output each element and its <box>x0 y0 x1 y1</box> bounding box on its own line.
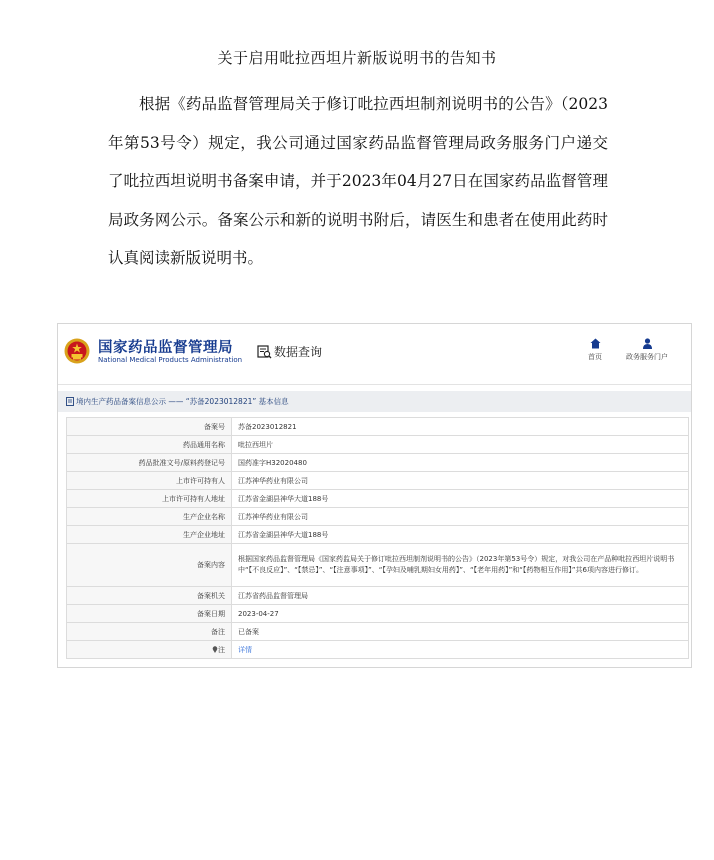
home-icon <box>590 338 601 349</box>
row-label-with-pin <box>67 641 232 659</box>
row-label: 上市许可持有人 <box>67 472 232 490</box>
site-header <box>58 324 691 385</box>
table-row <box>67 526 689 544</box>
row-label: 备案日期 <box>67 605 232 623</box>
user-icon <box>642 338 653 349</box>
row-label: 上市许可持有人地址 <box>67 490 232 508</box>
row-value: 国药准字H32020480 <box>232 454 689 472</box>
breadcrumb <box>58 391 691 412</box>
table-row <box>67 544 689 587</box>
table-row <box>67 587 689 605</box>
nav-home-label: 首页 <box>588 353 602 361</box>
nav-home[interactable] <box>582 338 608 362</box>
data-query-label: 数据查询 <box>274 345 323 359</box>
row-value: 根据国家药品监督管理局《国家药监局关于修订吡拉西坦制剂说明书的公告》（2023年第53号令）规定，对我公司在产品种吡拉西坦片说明书中“【不良反应】”、“【禁忌】”、“【注意事项】”、“【孕妇及哺乳期妇女用药】”、“【老年用药】”和“【药物相互作用】”共6项内容进行修订。 <box>232 544 689 587</box>
record-screenshot <box>57 323 692 668</box>
nav-gov-portal-label: 政务服务门户 <box>626 353 668 361</box>
row-label: 生产企业名称 <box>67 508 232 526</box>
table-row <box>67 623 689 641</box>
row-label: 注 <box>218 645 225 654</box>
notice-body: 根据《药品监督管理局关于修订吡拉西坦制剂说明书的公告》（2023年第53号令）规定，我公司通过国家药品监督管理局政务服务门户递交了吡拉西坦说明书备案申请，并于2023年04月27日在国家药品监督管理局政务网公示。备案公示和新的说明书附后，请医生和患者在使用此药时认真阅读新版说明书。 <box>108 95 608 267</box>
nav-gov-portal[interactable] <box>622 338 672 362</box>
document-icon <box>66 397 74 406</box>
row-value: 苏备2023012821 <box>232 418 689 436</box>
row-value: 江苏神华药业有限公司 <box>232 508 689 526</box>
row-label: 备案机关 <box>67 587 232 605</box>
record-table <box>66 417 689 659</box>
row-label: 药品通用名称 <box>67 436 232 454</box>
table-row <box>67 472 689 490</box>
data-query-link[interactable] <box>257 343 322 360</box>
data-query-icon <box>257 345 272 359</box>
row-value: 已备案 <box>232 623 689 641</box>
table-row <box>67 641 689 659</box>
table-row <box>67 436 689 454</box>
row-label: 备注 <box>67 623 232 641</box>
table-row <box>67 490 689 508</box>
table-row <box>67 508 689 526</box>
national-emblem-icon <box>64 337 90 365</box>
notice-title: 关于启用吡拉西坦片新版说明书的告知书 <box>217 49 497 67</box>
row-value: 吡拉西坦片 <box>232 436 689 454</box>
row-value: 江苏省金湖县神华大道188号 <box>232 526 689 544</box>
table-row <box>67 454 689 472</box>
row-value: 2023-04-27 <box>232 605 689 623</box>
table-row <box>67 418 689 436</box>
org-name-cn[interactable]: 国家药品监督管理局 <box>98 340 233 356</box>
row-value: 江苏省药品监督管理局 <box>232 587 689 605</box>
row-label: 生产企业地址 <box>67 526 232 544</box>
row-value: 江苏省金湖县神华大道188号 <box>232 490 689 508</box>
row-label: 药品批准文号/原料药登记号 <box>67 454 232 472</box>
row-label: 备案内容 <box>67 544 232 587</box>
breadcrumb-text: 境内生产药品备案信息公示 —— “苏备2023012821” 基本信息 <box>76 397 289 406</box>
row-label: 备案号 <box>67 418 232 436</box>
details-link[interactable]: 详情 <box>238 645 252 654</box>
row-value-cell <box>232 641 689 659</box>
table-row <box>67 605 689 623</box>
row-value: 江苏神华药业有限公司 <box>232 472 689 490</box>
org-name-en: National Medical Products Administration <box>98 356 243 364</box>
